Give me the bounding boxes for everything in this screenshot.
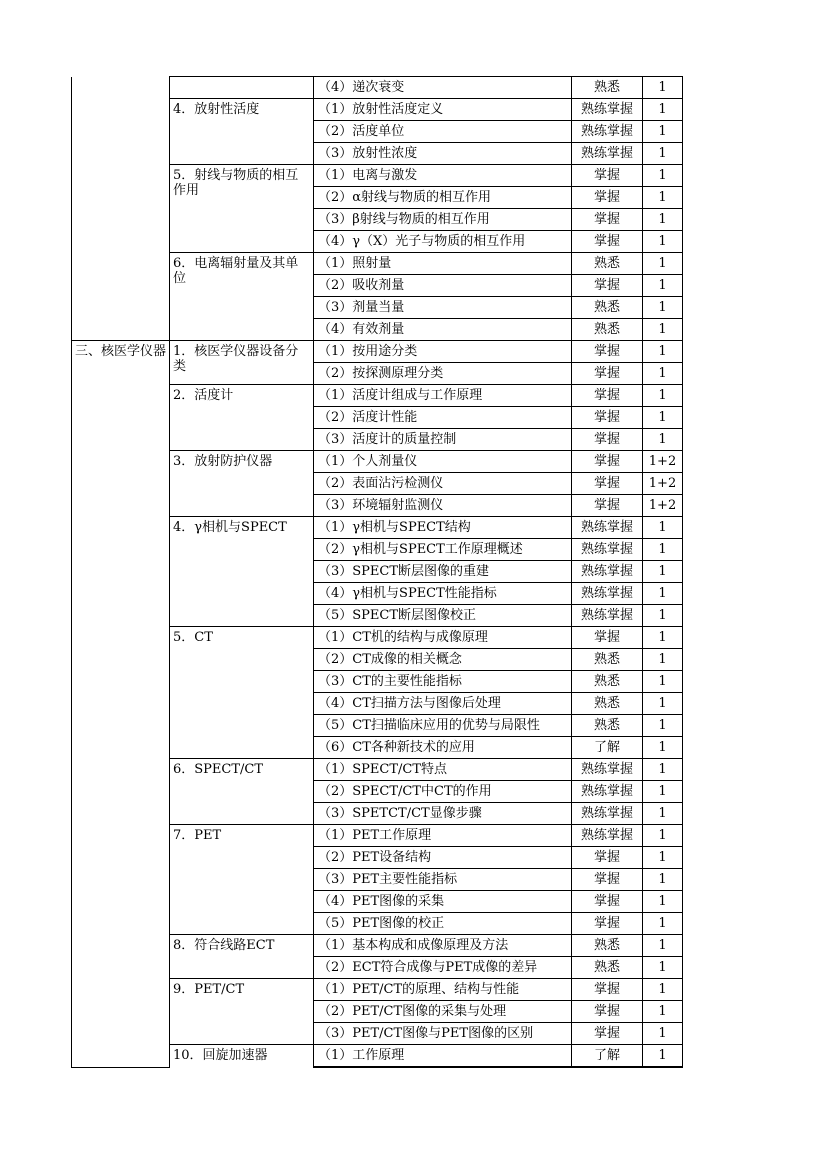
- requirement-cell: 掌握: [572, 187, 643, 209]
- unit-cell: 5．CT: [170, 627, 314, 759]
- level-cell: 1: [643, 891, 683, 913]
- requirement-cell: 掌握: [572, 979, 643, 1001]
- level-cell: 1: [643, 979, 683, 1001]
- syllabus-sheet: [71, 76, 683, 1068]
- section-cell: [72, 77, 170, 341]
- topic-cell: （2）活度单位: [314, 121, 572, 143]
- requirement-cell: 掌握: [572, 275, 643, 297]
- unit-cell: 1．核医学仪器设备分类: [170, 341, 314, 385]
- topic-cell: （5）PET图像的校正: [314, 913, 572, 935]
- requirement-cell: 熟练掌握: [572, 99, 643, 121]
- topic-cell: （4）PET图像的采集: [314, 891, 572, 913]
- requirement-cell: 掌握: [572, 209, 643, 231]
- level-cell: 1: [643, 121, 683, 143]
- level-cell: 1: [643, 737, 683, 759]
- syllabus-table: [71, 76, 683, 1068]
- topic-cell: （6）CT各种新技术的应用: [314, 737, 572, 759]
- requirement-cell: 熟悉: [572, 671, 643, 693]
- level-cell: 1: [643, 407, 683, 429]
- requirement-cell: 熟练掌握: [572, 605, 643, 627]
- requirement-cell: 掌握: [572, 495, 643, 517]
- topic-cell: （3）β射线与物质的相互作用: [314, 209, 572, 231]
- unit-cell: 4．放射性活度: [170, 99, 314, 165]
- topic-cell: （4）递次衰变: [314, 77, 572, 99]
- requirement-cell: 掌握: [572, 473, 643, 495]
- topic-cell: （3）CT的主要性能指标: [314, 671, 572, 693]
- requirement-cell: 掌握: [572, 429, 643, 451]
- requirement-cell: 熟悉: [572, 253, 643, 275]
- topic-cell: （3）PET主要性能指标: [314, 869, 572, 891]
- topic-cell: （3）放射性浓度: [314, 143, 572, 165]
- topic-cell: （3）活度计的质量控制: [314, 429, 572, 451]
- requirement-cell: 掌握: [572, 627, 643, 649]
- requirement-cell: 熟练掌握: [572, 121, 643, 143]
- requirement-cell: 掌握: [572, 165, 643, 187]
- level-cell: 1: [643, 1001, 683, 1023]
- topic-cell: （1）γ相机与SPECT结构: [314, 517, 572, 539]
- unit-cell: [170, 77, 314, 99]
- level-cell: 1: [643, 649, 683, 671]
- level-cell: 1: [643, 781, 683, 803]
- unit-cell: 10．回旋加速器: [170, 1045, 314, 1068]
- requirement-cell: 熟练掌握: [572, 561, 643, 583]
- level-cell: 1: [643, 165, 683, 187]
- level-cell: 1: [643, 385, 683, 407]
- topic-cell: （1）电离与激发: [314, 165, 572, 187]
- requirement-cell: 掌握: [572, 1023, 643, 1045]
- level-cell: 1: [643, 869, 683, 891]
- level-cell: 1: [643, 231, 683, 253]
- topic-cell: （2）α射线与物质的相互作用: [314, 187, 572, 209]
- requirement-cell: 熟练掌握: [572, 759, 643, 781]
- level-cell: 1: [643, 187, 683, 209]
- topic-cell: （4）γ相机与SPECT性能指标: [314, 583, 572, 605]
- requirement-cell: 了解: [572, 737, 643, 759]
- unit-cell: 9．PET/CT: [170, 979, 314, 1045]
- requirement-cell: 掌握: [572, 913, 643, 935]
- level-cell: 1+2: [643, 495, 683, 517]
- level-cell: 1: [643, 957, 683, 979]
- level-cell: 1: [643, 275, 683, 297]
- topic-cell: （2）PET/CT图像的采集与处理: [314, 1001, 572, 1023]
- requirement-cell: 掌握: [572, 869, 643, 891]
- level-cell: 1: [643, 847, 683, 869]
- topic-cell: （3）SPETCT/CT显像步骤: [314, 803, 572, 825]
- topic-cell: （1）PET工作原理: [314, 825, 572, 847]
- requirement-cell: 熟悉: [572, 77, 643, 99]
- requirement-cell: 熟练掌握: [572, 803, 643, 825]
- requirement-cell: 熟悉: [572, 297, 643, 319]
- topic-cell: （2）SPECT/CT中CT的作用: [314, 781, 572, 803]
- level-cell: 1: [643, 605, 683, 627]
- topic-cell: （1）个人剂量仪: [314, 451, 572, 473]
- requirement-cell: 熟练掌握: [572, 143, 643, 165]
- level-cell: 1: [643, 693, 683, 715]
- requirement-cell: 熟练掌握: [572, 583, 643, 605]
- topic-cell: （3）剂量当量: [314, 297, 572, 319]
- requirement-cell: 熟悉: [572, 935, 643, 957]
- level-cell: 1: [643, 363, 683, 385]
- level-cell: 1: [643, 429, 683, 451]
- level-cell: 1: [643, 517, 683, 539]
- level-cell: 1: [643, 1045, 683, 1068]
- unit-cell: 8．符合线路ECT: [170, 935, 314, 979]
- topic-cell: （1）CT机的结构与成像原理: [314, 627, 572, 649]
- topic-cell: （2）表面沾污检测仪: [314, 473, 572, 495]
- requirement-cell: 熟练掌握: [572, 825, 643, 847]
- unit-cell: 3．放射防护仪器: [170, 451, 314, 517]
- table-row: [72, 341, 683, 363]
- requirement-cell: 熟悉: [572, 715, 643, 737]
- level-cell: 1: [643, 143, 683, 165]
- topic-cell: （4）有效剂量: [314, 319, 572, 341]
- section-cell: 三、核医学仪器: [72, 341, 170, 1068]
- topic-cell: （3）环境辐射监测仪: [314, 495, 572, 517]
- syllabus-table-body: [72, 77, 683, 1068]
- topic-cell: （1）活度计组成与工作原理: [314, 385, 572, 407]
- unit-cell: 4．γ相机与SPECT: [170, 517, 314, 627]
- topic-cell: （1）按用途分类: [314, 341, 572, 363]
- topic-cell: （1）工作原理: [314, 1045, 572, 1068]
- topic-cell: （2）ECT符合成像与PET成像的差异: [314, 957, 572, 979]
- topic-cell: （2）CT成像的相关概念: [314, 649, 572, 671]
- topic-cell: （3）SPECT断层图像的重建: [314, 561, 572, 583]
- level-cell: 1: [643, 913, 683, 935]
- level-cell: 1: [643, 539, 683, 561]
- requirement-cell: 掌握: [572, 385, 643, 407]
- requirement-cell: 掌握: [572, 231, 643, 253]
- level-cell: 1: [643, 583, 683, 605]
- topic-cell: （4）γ（X）光子与物质的相互作用: [314, 231, 572, 253]
- requirement-cell: 熟练掌握: [572, 517, 643, 539]
- unit-cell: 6．SPECT/CT: [170, 759, 314, 825]
- level-cell: 1: [643, 671, 683, 693]
- requirement-cell: 熟悉: [572, 649, 643, 671]
- level-cell: 1: [643, 803, 683, 825]
- topic-cell: （2）活度计性能: [314, 407, 572, 429]
- table-row: [72, 77, 683, 99]
- level-cell: 1: [643, 715, 683, 737]
- level-cell: 1: [643, 825, 683, 847]
- level-cell: 1: [643, 627, 683, 649]
- level-cell: 1: [643, 935, 683, 957]
- level-cell: 1+2: [643, 451, 683, 473]
- requirement-cell: 熟悉: [572, 693, 643, 715]
- topic-cell: （1）SPECT/CT特点: [314, 759, 572, 781]
- unit-cell: 5．射线与物质的相互作用: [170, 165, 314, 253]
- level-cell: 1: [643, 99, 683, 121]
- requirement-cell: 掌握: [572, 891, 643, 913]
- requirement-cell: 掌握: [572, 451, 643, 473]
- topic-cell: （2）按探测原理分类: [314, 363, 572, 385]
- level-cell: 1: [643, 561, 683, 583]
- level-cell: 1: [643, 319, 683, 341]
- level-cell: 1: [643, 209, 683, 231]
- topic-cell: （2）PET设备结构: [314, 847, 572, 869]
- level-cell: 1: [643, 1023, 683, 1045]
- level-cell: 1: [643, 297, 683, 319]
- requirement-cell: 熟练掌握: [572, 781, 643, 803]
- unit-cell: 6．电离辐射量及其单位: [170, 253, 314, 341]
- requirement-cell: 了解: [572, 1045, 643, 1068]
- topic-cell: （1）照射量: [314, 253, 572, 275]
- unit-cell: 7．PET: [170, 825, 314, 935]
- topic-cell: （1）PET/CT的原理、结构与性能: [314, 979, 572, 1001]
- topic-cell: （5）SPECT断层图像校正: [314, 605, 572, 627]
- unit-cell: 2．活度计: [170, 385, 314, 451]
- topic-cell: （2）γ相机与SPECT工作原理概述: [314, 539, 572, 561]
- topic-cell: （4）CT扫描方法与图像后处理: [314, 693, 572, 715]
- requirement-cell: 掌握: [572, 847, 643, 869]
- topic-cell: （1）放射性活度定义: [314, 99, 572, 121]
- requirement-cell: 掌握: [572, 341, 643, 363]
- topic-cell: （3）PET/CT图像与PET图像的区别: [314, 1023, 572, 1045]
- level-cell: 1: [643, 77, 683, 99]
- requirement-cell: 熟悉: [572, 319, 643, 341]
- topic-cell: （5）CT扫描临床应用的优势与局限性: [314, 715, 572, 737]
- requirement-cell: 掌握: [572, 407, 643, 429]
- requirement-cell: 掌握: [572, 363, 643, 385]
- topic-cell: （2）吸收剂量: [314, 275, 572, 297]
- topic-cell: （1）基本构成和成像原理及方法: [314, 935, 572, 957]
- level-cell: 1: [643, 253, 683, 275]
- level-cell: 1: [643, 759, 683, 781]
- level-cell: 1: [643, 341, 683, 363]
- requirement-cell: 熟悉: [572, 957, 643, 979]
- level-cell: 1+2: [643, 473, 683, 495]
- requirement-cell: 熟练掌握: [572, 539, 643, 561]
- requirement-cell: 掌握: [572, 1001, 643, 1023]
